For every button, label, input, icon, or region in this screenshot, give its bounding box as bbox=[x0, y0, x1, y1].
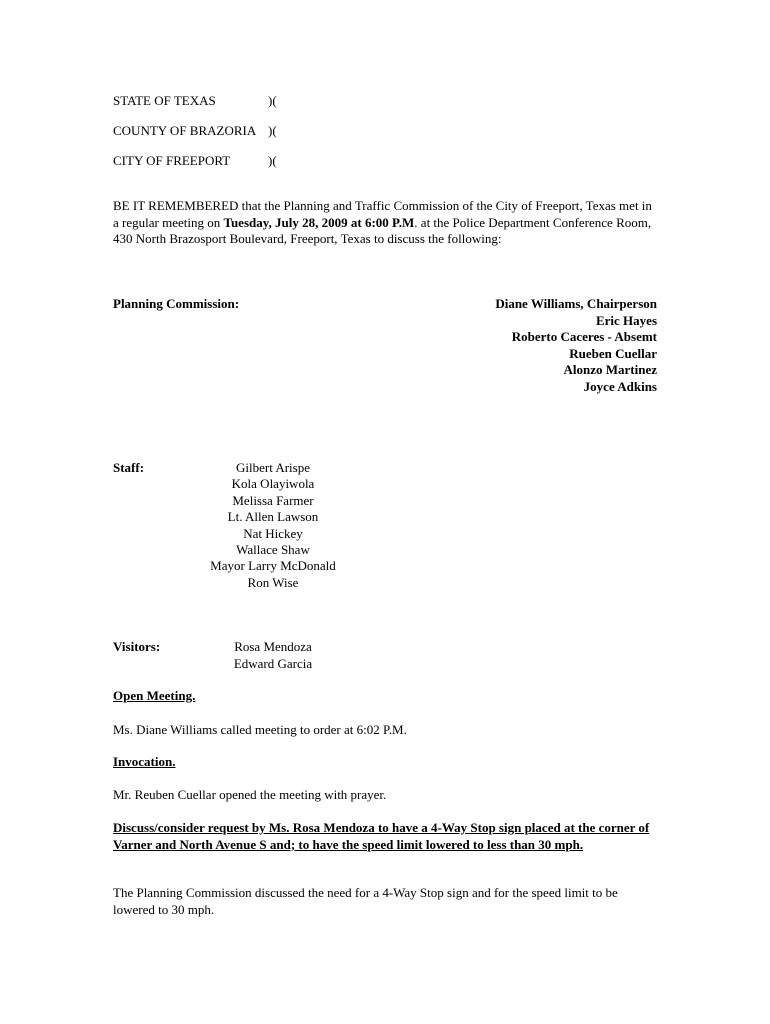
state-mark: )( bbox=[268, 93, 277, 108]
staff-name: Lt. Allen Lawson bbox=[227, 509, 319, 525]
staff-name: Wallace Shaw bbox=[236, 542, 310, 558]
member-name: Rueben Cuellar bbox=[569, 345, 657, 361]
county-mark: )( bbox=[268, 123, 277, 138]
member-name: Alonzo Martinez bbox=[563, 362, 657, 377]
staff-name: Ron Wise bbox=[247, 574, 299, 590]
discuss-heading: Discuss/consider request by Ms. Rosa Mendoza to have a 4-Way Stop sign placed at the corner of Varner and North Avenue S and; to have the speed limit lowered to less than 30 mph. bbox=[113, 820, 650, 852]
meeting-date: Tuesday, July 28, 2009 at 6:00 P.M bbox=[223, 214, 415, 230]
staff-name: Gilbert Arispe bbox=[235, 460, 310, 475]
visitors-label: Visitors: bbox=[113, 639, 161, 654]
discuss-text: The Planning Commission discussed the need for a 4-Way Stop sign and for the speed limit to be lowered to 30 mph. bbox=[113, 885, 618, 917]
staff-name: Melissa Farmer bbox=[232, 492, 314, 508]
open-meeting-text: Ms. Diane Williams called meeting to order at 6:02 P.M. bbox=[113, 722, 407, 737]
state-label: STATE OF TEXAS bbox=[113, 93, 216, 108]
staff-label: Staff: bbox=[113, 460, 145, 475]
member-name: Eric Hayes bbox=[595, 312, 657, 328]
visitor-name: Rosa Mendoza bbox=[234, 639, 312, 654]
county-label: COUNTY OF BRAZORIA bbox=[113, 123, 257, 138]
planning-commission-members bbox=[495, 296, 657, 395]
intro-paragraph bbox=[113, 198, 658, 248]
open-meeting-heading: Open Meeting. bbox=[113, 688, 196, 703]
staff-name: Mayor Larry McDonald bbox=[210, 558, 336, 574]
member-name: Joyce Adkins bbox=[583, 378, 657, 394]
intro-text-start: BE IT REMEMBERED that the Planning and Traffic Commission of the City of Freeport, Texas met in a regular meeting on bbox=[113, 198, 652, 230]
invocation-text: Mr. Reuben Cuellar opened the meeting with prayer. bbox=[113, 787, 387, 802]
visitor-name: Edward Garcia bbox=[233, 655, 313, 671]
staff-name: Kola Olayiwola bbox=[231, 476, 315, 492]
staff-name: Nat Hickey bbox=[243, 525, 303, 541]
member-name: Roberto Caceres - Absemt bbox=[511, 329, 657, 344]
city-mark: )( bbox=[268, 153, 277, 168]
member-name: Diane Williams, Chairperson bbox=[495, 296, 657, 311]
intro-text-end: . at the Police Department Conference Room, 430 North Brazosport Boulevard, Freeport, Texas to discuss the following: bbox=[113, 214, 652, 246]
staff-members bbox=[168, 460, 378, 591]
visitor-list bbox=[168, 639, 378, 672]
city-label: CITY OF FREEPORT bbox=[113, 153, 231, 168]
invocation-heading: Invocation. bbox=[113, 754, 176, 769]
planning-commission-label: Planning Commission: bbox=[113, 296, 240, 311]
